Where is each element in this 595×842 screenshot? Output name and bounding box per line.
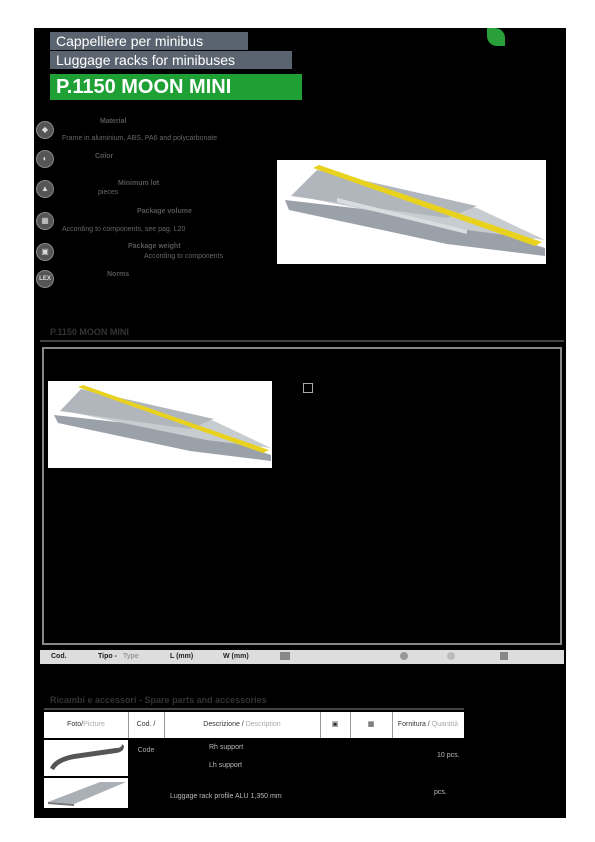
col-length: L (mm) bbox=[170, 653, 194, 660]
leaf-logo-icon bbox=[487, 28, 505, 46]
section-divider bbox=[40, 340, 564, 342]
col-type-en: Type bbox=[123, 653, 139, 660]
col-volume-icon: ▦ bbox=[350, 712, 393, 738]
col-weight-icon: ▣ bbox=[320, 712, 351, 738]
spare-row-1-qty: 10 pcs. bbox=[437, 752, 460, 759]
spec-label-package-weight: Package weight bbox=[128, 243, 181, 250]
table-header bbox=[40, 650, 564, 664]
support-photo bbox=[44, 740, 128, 776]
product-photo-small bbox=[48, 381, 272, 468]
package-icon bbox=[500, 652, 508, 660]
col-picture: Foto/Picture bbox=[44, 712, 129, 738]
spec-value-material: Frame in aluminium, ABS, PA6 and polycarbonate bbox=[62, 135, 218, 142]
option-checkbox[interactable] bbox=[303, 383, 313, 393]
col-type-it: Tipo - bbox=[98, 653, 117, 660]
col-code: Cod. / Code bbox=[128, 712, 165, 738]
spare-row-1-desc-2: Lh support bbox=[209, 762, 243, 769]
weight-icon bbox=[400, 652, 408, 660]
spec-label-color: Color bbox=[95, 153, 114, 160]
color-swatch-icon bbox=[447, 652, 455, 660]
package-volume-icon: ▦ bbox=[36, 212, 54, 230]
spare-row-2-desc: Luggage rack profile ALU 1,350 mm bbox=[170, 793, 282, 800]
color-icon: ◐ bbox=[36, 150, 54, 168]
col-quantity: Fornitura / Quantità bbox=[397, 721, 459, 728]
product-photo bbox=[277, 160, 546, 264]
col-width: W (mm) bbox=[223, 653, 249, 660]
spec-label-min-lot: Minimum lot bbox=[118, 180, 160, 187]
spec-value-min-lot: pieces bbox=[98, 189, 119, 196]
spare-row-2-qty: pcs. bbox=[434, 789, 447, 796]
norms-icon: LEX bbox=[36, 270, 54, 288]
profile-photo bbox=[44, 778, 128, 808]
section-title: P.1150 MOON MINI bbox=[50, 327, 129, 337]
product-title: P.1150 MOON MINI bbox=[50, 74, 302, 100]
spec-label-package-volume: Package volume bbox=[137, 208, 192, 215]
col-description: Descrizione / Description bbox=[164, 712, 321, 738]
package-weight-icon: ▣ bbox=[36, 243, 54, 261]
spec-value-package-weight: According to components bbox=[144, 253, 223, 260]
spare-row-1-desc-1: Rh support bbox=[209, 744, 244, 751]
min-lot-icon: ▲ bbox=[36, 180, 54, 198]
spec-label-norms: Norms bbox=[107, 271, 130, 278]
spare-parts-divider bbox=[44, 708, 464, 710]
dimension-icon bbox=[280, 652, 290, 660]
col-cod: Cod. bbox=[51, 653, 67, 660]
spare-parts-title: Ricambi e accessori - Spare parts and accessories bbox=[50, 695, 267, 705]
title-english: Luggage racks for minibuses bbox=[50, 51, 292, 69]
material-icon: ◆ bbox=[36, 121, 54, 139]
spec-label-material: Material bbox=[100, 118, 127, 125]
title-italian: Cappelliere per minibus bbox=[50, 32, 248, 50]
spec-value-package-volume: According to components, see pag. L20 bbox=[62, 226, 186, 233]
